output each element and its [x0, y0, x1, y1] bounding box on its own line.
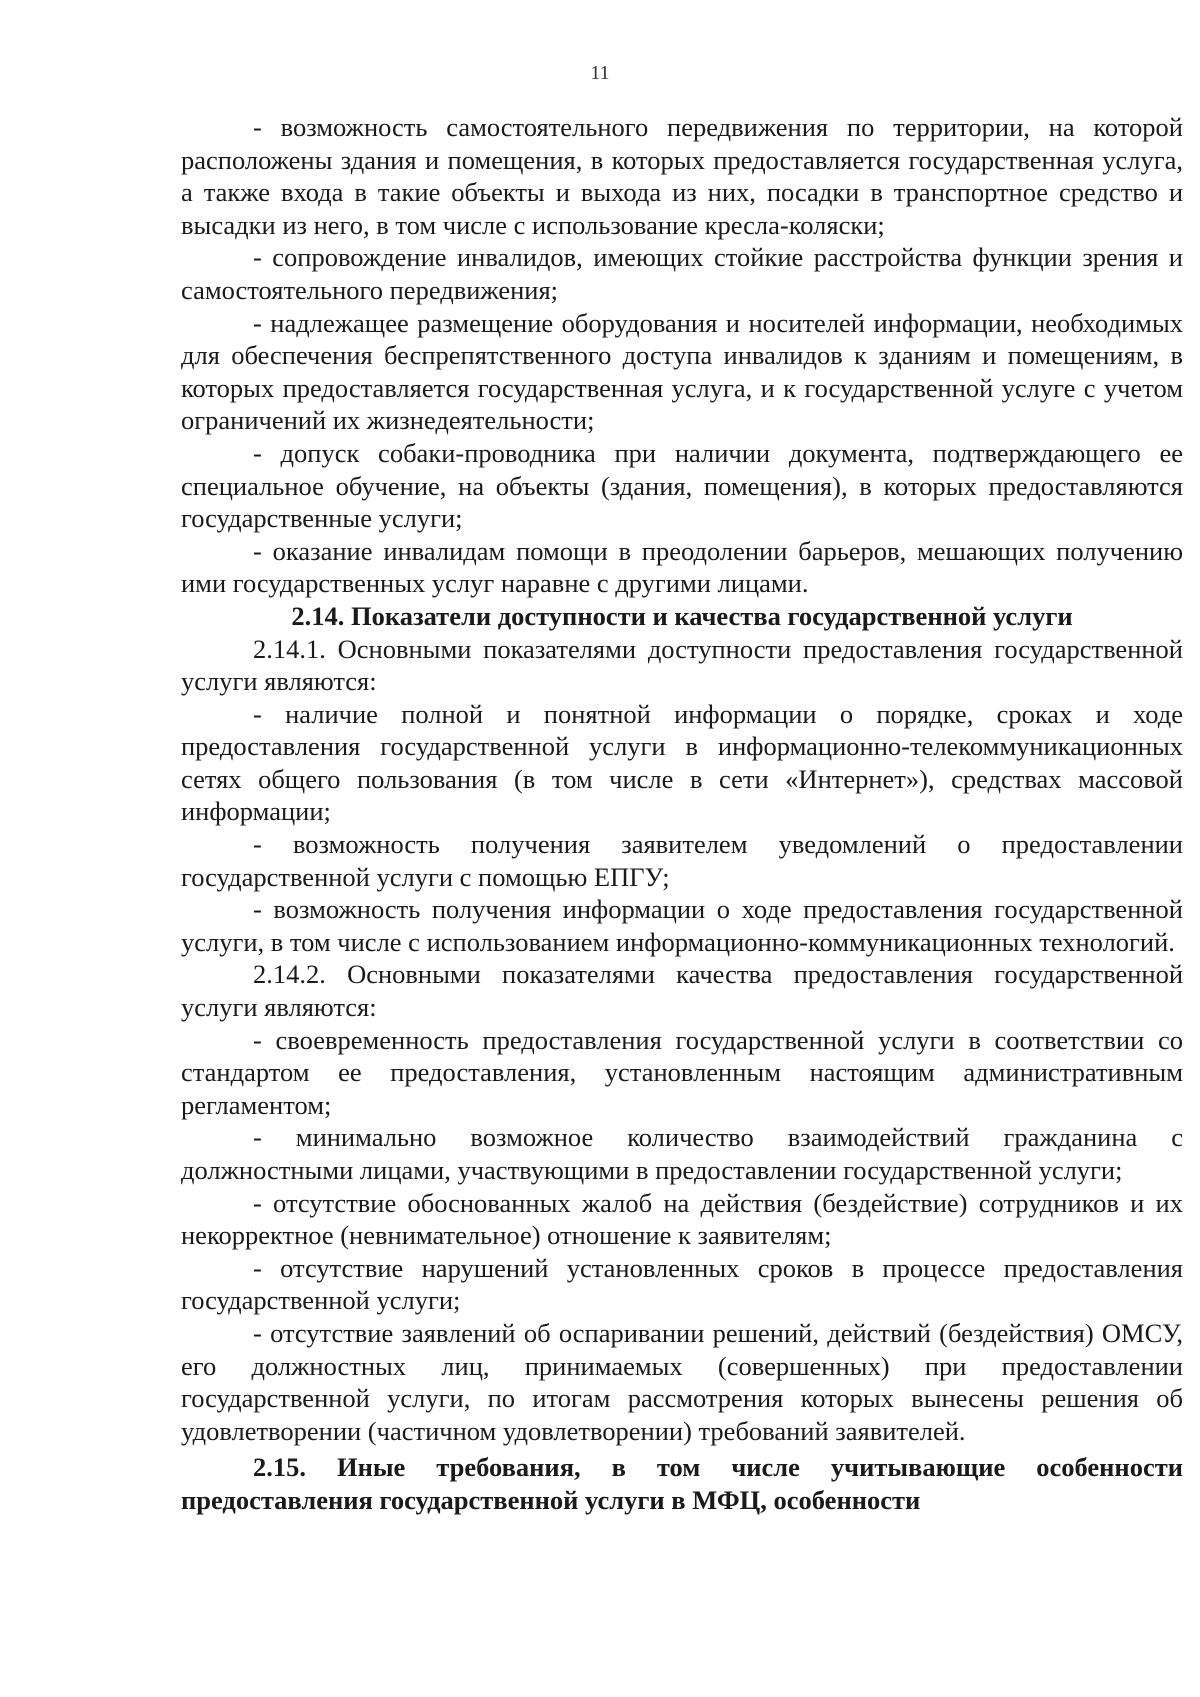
paragraph: - возможность получения заявителем уведомлений о предоставлении государственной услуги с помощью ЕПГУ; — [181, 829, 1183, 892]
paragraph: - сопровождение инвалидов, имеющих стойкие расстройства функции зрения и самостоятельного передвижения; — [181, 242, 1183, 305]
paragraph: - допуск собаки-проводника при наличии документа, подтверждающего ее специальное обучение, на объекты (здания, помещения), в которых предоставляются государственные услуги; — [181, 437, 1183, 534]
paragraph: 2.14.2. Основными показателями качества предоставления государственной услуги являются: — [181, 959, 1183, 1023]
paragraph: - отсутствие нарушений установленных сроков в процессе предоставления государственной услуги; — [181, 1252, 1183, 1316]
paragraph: - минимально возможное количество взаимодействий гражданина с должностными лицами, участвующими в предоставлении государственной услуги; — [181, 1122, 1183, 1185]
paragraph: - возможность самостоятельного передвижения по территории, на которой расположены здания и помещения, в которых предоставляется государственная услуга, а также входа в такие объекты и выхода из них, посадки в транспортное средство и высадки из него, в том числе с использование кресла-коляски; — [181, 112, 1183, 240]
paragraph: - своевременность предоставления государственной услуги в соответствии со стандартом ее предоставления, установленным настоящим административным регламентом; — [181, 1024, 1183, 1120]
section-heading: 2.14. Показатели доступности и качества государственной услуги — [291, 600, 1073, 631]
paragraph: - отсутствие заявлений об оспаривании решений, действий (бездействия) ОМСУ, его должностных лиц, принимаемых (совершенных) при предоставлении государственной услуги, по итогам рассмотрения которых вынесены решения об удовлетворении (частичном удовлетворении) требований заявителей. — [181, 1317, 1183, 1446]
paragraph: - оказание инвалидам помощи в преодолении барьеров, мешающих получению ими государственных услуг наравне с другими лицами. — [181, 535, 1183, 599]
paragraph: - отсутствие обоснованных жалоб на действия (бездействие) сотрудников и их некорректное (невнимательное) отношение к заявителям; — [181, 1187, 1183, 1251]
paragraph: - возможность получения информации о ходе предоставления государственной услуги, в том числе с использованием информационно-коммуникационных технологий. — [181, 894, 1183, 957]
document-body — [181, 111, 1183, 1517]
paragraph: - наличие полной и понятной информации о порядке, сроках и ходе предоставления государственной услуги в информационно-телекоммуникационных сетях общего пользования (в том числе в сети «Интернет»), средствах массовой информации; — [181, 698, 1183, 827]
paragraph: 2.14.1. Основными показателями доступности предоставления государственной услуги являются: — [181, 633, 1183, 697]
section-heading: 2.15. Иные требования, в том числе учитывающие особенности предоставления государственной услуги в МФЦ, особенности — [181, 1452, 1183, 1515]
paragraph: - надлежащее размещение оборудования и носителей информации, необходимых для обеспечения беспрепятственного доступа инвалидов к зданиям и помещениям, в которых предоставляется государственная услуга, и к государственной услуге с учетом ограничений их жизнедеятельности; — [181, 307, 1183, 436]
page-number: 11 — [590, 62, 610, 84]
